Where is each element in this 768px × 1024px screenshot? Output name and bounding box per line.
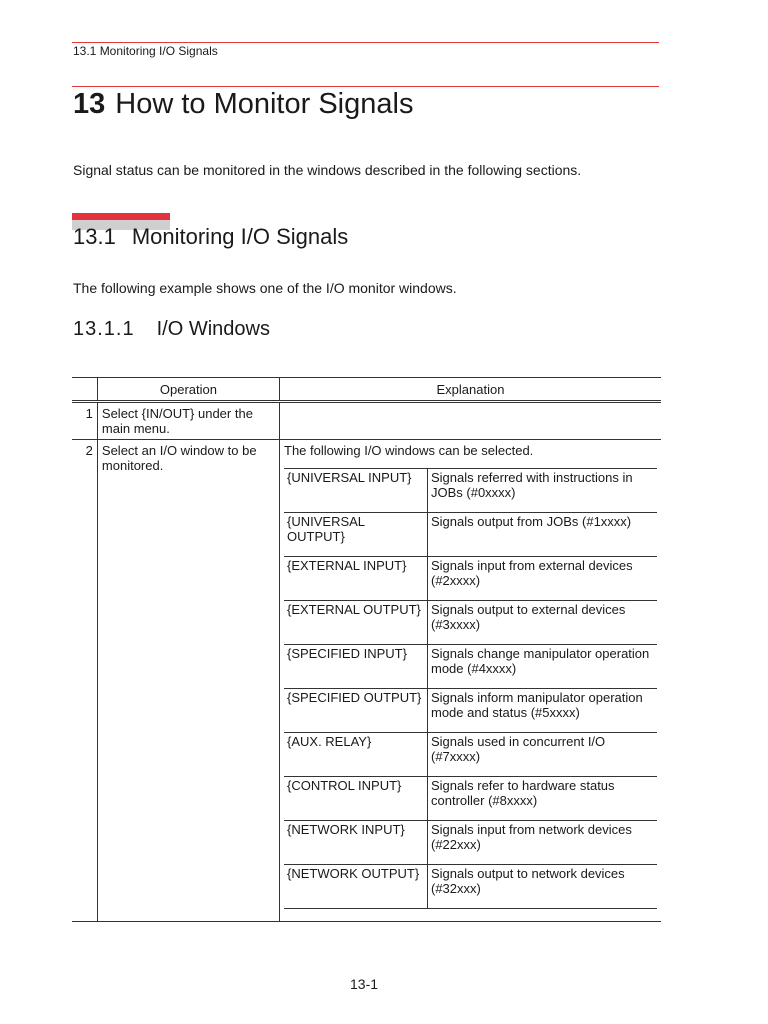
io-window-row bbox=[284, 469, 657, 513]
subsection-heading bbox=[73, 318, 270, 341]
chapter-heading bbox=[73, 88, 413, 121]
io-window-name: {UNIVERSAL OUTPUT} bbox=[284, 513, 428, 557]
io-window-desc: Signals output to external devices (#3xxxx) bbox=[428, 601, 658, 645]
io-window-desc: Signals output to network devices (#32xxx) bbox=[428, 865, 658, 909]
subsection-number: 13.1.1 bbox=[73, 318, 135, 340]
io-window-row bbox=[284, 865, 657, 909]
section-title: Monitoring I/O Signals bbox=[131, 224, 349, 249]
running-head: 13.1 Monitoring I/O Signals bbox=[73, 44, 218, 58]
io-window-row bbox=[284, 645, 657, 689]
io-window-name: {AUX. RELAY} bbox=[284, 733, 428, 777]
row-explanation bbox=[280, 440, 662, 922]
header-rule-top bbox=[72, 42, 659, 43]
io-window-row bbox=[284, 733, 657, 777]
chapter-intro: Signal status can be monitored in the windows described in the following sections. bbox=[73, 162, 582, 178]
row-explanation-text: The following I/O windows can be selected. bbox=[284, 443, 534, 458]
io-window-name: {UNIVERSAL INPUT} bbox=[284, 469, 428, 513]
io-window-row bbox=[284, 513, 657, 557]
header-explanation: Explanation bbox=[280, 378, 662, 402]
io-window-name: {NETWORK INPUT} bbox=[284, 821, 428, 865]
io-window-row bbox=[284, 557, 657, 601]
io-window-row bbox=[284, 689, 657, 733]
io-window-name: {CONTROL INPUT} bbox=[284, 777, 428, 821]
io-window-desc: Signals input from network devices (#22xxx) bbox=[428, 821, 658, 865]
io-window-desc: Signals inform manipulator operation mode and status (#5xxxx) bbox=[428, 689, 658, 733]
io-window-name: {EXTERNAL OUTPUT} bbox=[284, 601, 428, 645]
page-number: 13-1 bbox=[350, 976, 379, 992]
row-number: 1 bbox=[72, 402, 97, 440]
section-marker-red bbox=[72, 213, 170, 220]
io-window-name: {SPECIFIED OUTPUT} bbox=[284, 689, 428, 733]
table-header-row bbox=[72, 378, 661, 402]
io-window-name: {EXTERNAL INPUT} bbox=[284, 557, 428, 601]
chapter-number: 13 bbox=[73, 88, 106, 120]
row-number: 2 bbox=[72, 440, 97, 922]
header-operation: Operation bbox=[97, 378, 279, 402]
section-intro: The following example shows one of the I/O monitor windows. bbox=[73, 280, 457, 296]
header-rule-bottom bbox=[72, 86, 659, 87]
io-window-desc: Signals referred with instructions in JOBs (#0xxxx) bbox=[428, 469, 658, 513]
io-window-desc: Signals output from JOBs (#1xxxx) bbox=[428, 513, 658, 557]
io-window-name: {SPECIFIED INPUT} bbox=[284, 645, 428, 689]
io-window-row bbox=[284, 777, 657, 821]
io-window-desc: Signals input from external devices (#2xxxx) bbox=[428, 557, 658, 601]
io-window-table bbox=[284, 468, 657, 909]
operation-table bbox=[72, 377, 661, 922]
subsection-title: I/O Windows bbox=[156, 318, 270, 340]
row-explanation bbox=[280, 402, 662, 440]
io-window-row bbox=[284, 601, 657, 645]
io-window-desc: Signals used in concurrent I/O (#7xxxx) bbox=[428, 733, 658, 777]
section-number: 13.1 bbox=[73, 224, 116, 249]
table-row bbox=[72, 440, 661, 922]
header-num bbox=[72, 378, 97, 402]
io-window-desc: Signals refer to hardware status controller (#8xxxx) bbox=[428, 777, 658, 821]
section-heading bbox=[73, 224, 348, 250]
row-operation: Select an I/O window to be monitored. bbox=[97, 440, 279, 922]
io-window-name: {NETWORK OUTPUT} bbox=[284, 865, 428, 909]
chapter-title: How to Monitor Signals bbox=[115, 88, 414, 120]
io-window-row bbox=[284, 821, 657, 865]
table-row bbox=[72, 402, 661, 440]
row-operation: Select {IN/OUT} under the main menu. bbox=[97, 402, 279, 440]
io-window-desc: Signals change manipulator operation mode (#4xxxx) bbox=[428, 645, 658, 689]
